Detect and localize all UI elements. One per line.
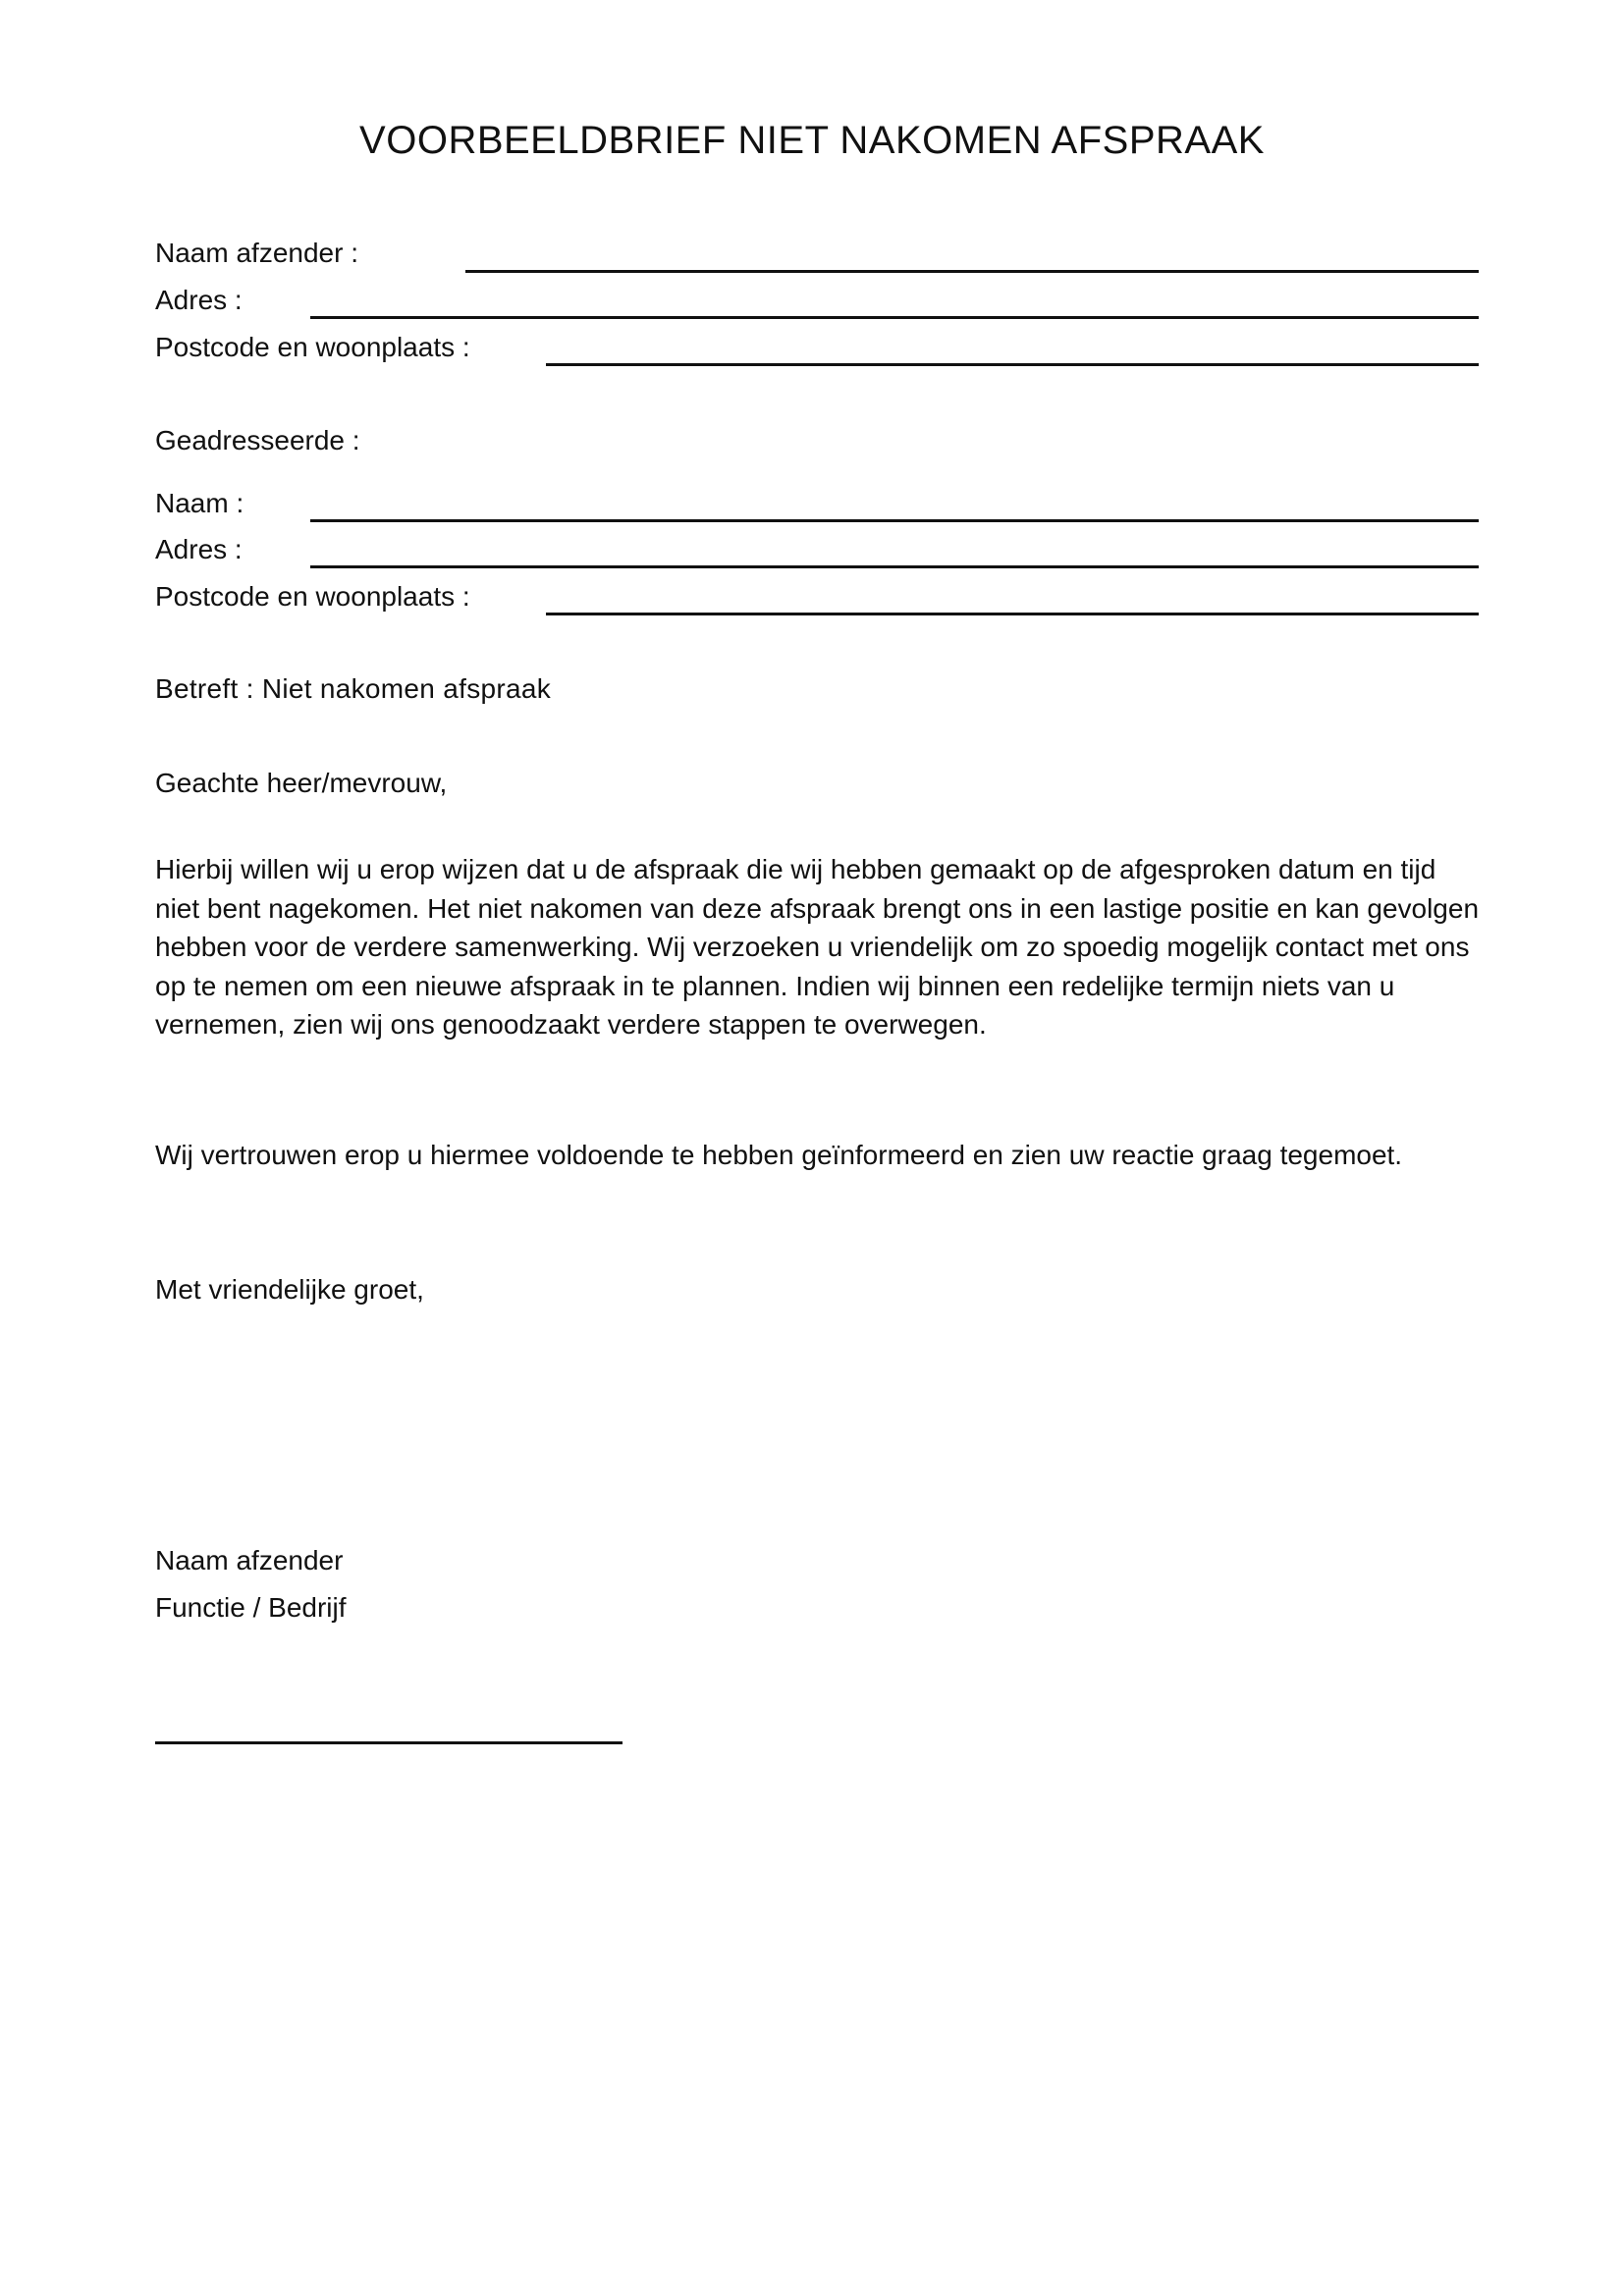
signature-role: Functie / Bedrijf [155, 1592, 347, 1623]
closing: Met vriendelijke groet, [155, 1274, 424, 1305]
body-paragraph-1: Hierbij willen wij u erop wijzen dat u de afspraak die wij hebben gemaakt op de afgesproken datum en tijd niet bent nagekomen. Het niet nakomen van deze afspraak brengt ons in een lastige positie en kan gevolgen hebben voor de verdere samenwerking. Wij verzoeken u vriendelijk om zo spoedig mogelijk contact met ons op te nemen om een nieuwe afspraak in te plannen. Indien wij binnen een redelijke termijn niets van u vernemen, zien wij ons genoodzaakt verdere stappen te overwegen. [155, 854, 1480, 1040]
sender-address-line [310, 316, 1479, 319]
recipient-name-line [310, 519, 1479, 522]
salutation: Geachte heer/mevrouw, [155, 768, 448, 798]
recipient-heading: Geadresseerde : [155, 425, 360, 455]
signature-name: Naam afzender [155, 1545, 344, 1575]
letter-title: VOORBEELDBRIEF NIET NAKOMEN AFSPRAAK [359, 119, 1265, 162]
sender-address-label: Adres : [155, 285, 243, 315]
sender-name-line [465, 270, 1479, 273]
recipient-address-line [310, 565, 1479, 568]
sender-name-label: Naam afzender : [155, 238, 358, 268]
recipient-postal-city-line [546, 613, 1479, 615]
signature-line [155, 1741, 623, 1744]
recipient-name-label: Naam : [155, 488, 244, 518]
subject-line: Betreft : Niet nakomen afspraak [155, 673, 552, 704]
recipient-address-label: Adres : [155, 534, 243, 564]
sender-postal-city-label: Postcode en woonplaats : [155, 332, 470, 362]
sender-postal-city-line [546, 363, 1479, 366]
body-paragraph-2: Wij vertrouwen erop u hiermee voldoende te hebben geïnformeerd en zien uw reactie graag tegemoet. [155, 1140, 1403, 1170]
recipient-postal-city-label: Postcode en woonplaats : [155, 581, 470, 612]
